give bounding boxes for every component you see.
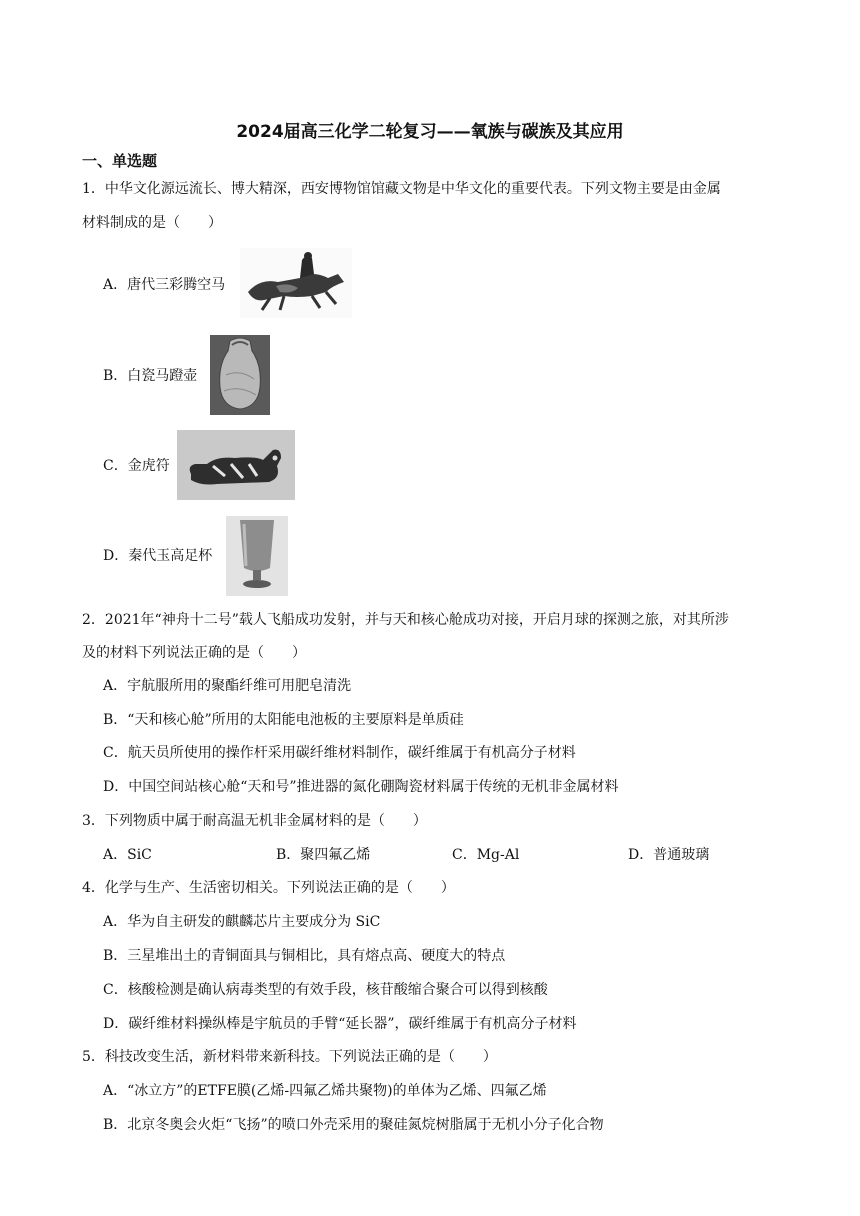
- option-1d: D．秦代玉高足杯: [103, 548, 213, 564]
- question-4-text: 4．化学与生产、生活密切相关。下列说法正确的是（ ）: [82, 880, 455, 896]
- option-1b: B．白瓷马蹬壶: [103, 368, 198, 384]
- option-3a: A．SiC: [103, 847, 152, 863]
- question-5-text: 5．科技改变生活，新材料带来新科技。下列说法正确的是（ ）: [82, 1049, 497, 1065]
- option-4b: B．三星堆出土的青铜面具与铜相比，具有熔点高、硬度大的特点: [103, 948, 506, 964]
- option-2c: C．航天员所使用的操作杆采用碳纤维材料制作，碳纤维属于有机高分子材料: [103, 745, 576, 761]
- question-1-text: 1．中华文化源远流长、博大精深，西安博物馆馆藏文物是中华文化的重要代表。下列文物主要是由金属: [82, 181, 721, 197]
- option-4d: D．碳纤维材料操纵棒是宇航员的手臂“延长器”，碳纤维属于有机高分子材料: [103, 1016, 577, 1032]
- option-3c: C．Mg-Al: [452, 847, 520, 863]
- section-heading: 一、单选题: [82, 152, 158, 170]
- option-5a: A．“冰立方”的ETFE膜(乙烯-四氟乙烯共聚物)的单体为乙烯、四氟乙烯: [103, 1083, 547, 1099]
- tang-horse-image: [240, 248, 352, 318]
- option-4c: C．核酸检测是确认病毒类型的有效手段，核苷酸缩合聚合可以得到核酸: [103, 982, 548, 998]
- jade-cup-image: [226, 516, 288, 596]
- option-1a: A．唐代三彩腾空马: [103, 277, 226, 293]
- question-1-text-cont: 材料制成的是（ ）: [82, 215, 222, 231]
- option-3b: B．聚四氟乙烯: [276, 847, 371, 863]
- option-5b: B．北京冬奥会火炬“飞扬”的喷口外壳采用的聚硅氮烷树脂属于无机小分子化合物: [103, 1117, 604, 1133]
- option-3d: D．普通玻璃: [628, 847, 710, 863]
- question-2-text-cont: 及的材料下列说法正确的是（ ）: [82, 645, 306, 661]
- option-4a: A．华为自主研发的麒麟芯片主要成分为 SiC: [103, 914, 381, 930]
- porcelain-pot-image: [210, 335, 270, 415]
- option-2a: A．宇航服所用的聚酯纤维可用肥皂清洗: [103, 678, 352, 694]
- option-2b: B．“天和核心舱”所用的太阳能电池板的主要原料是单质硅: [103, 712, 464, 728]
- option-2d: D．中国空间站核心舱“天和号”推进器的氮化硼陶瓷材料属于传统的无机非金属材料: [103, 779, 619, 795]
- question-3-text: 3．下列物质中属于耐高温无机非金属材料的是（ ）: [82, 813, 427, 829]
- option-1c: C．金虎符: [103, 458, 170, 474]
- gold-tiger-tally-image: [177, 430, 295, 500]
- page-title: 2024届高三化学二轮复习——氧族与碳族及其应用: [236, 122, 624, 142]
- question-2-text: 2．2021年“神舟十二号”载人飞船成功发射，并与天和核心舱成功对接，开启月球的探测之旅，对其所涉: [82, 612, 729, 628]
